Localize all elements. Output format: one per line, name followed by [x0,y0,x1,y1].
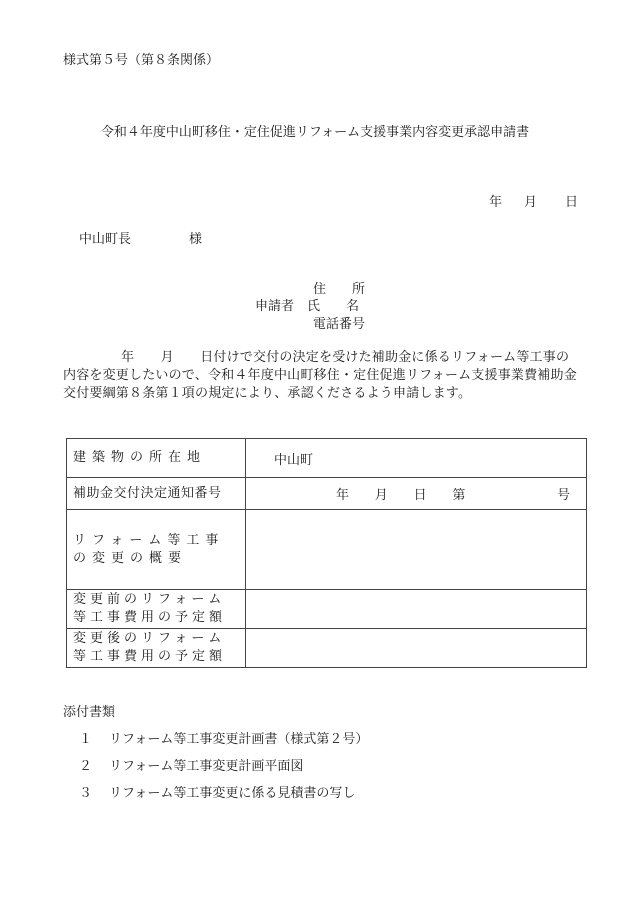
cost-after-label-line2: 等工事費用の予定額 [73,649,227,664]
application-table [66,438,587,668]
attachment-number: ２ [79,759,93,774]
change-summary-label-line2: の変更の概要 [73,550,188,566]
change-summary-label-line1: リフォーム等工事 [73,532,225,548]
name-label: 氏 名 [307,299,360,314]
notice-year-label: 年 [336,488,350,503]
statement-text: 年 月 日付けで交付の決定を受けた補助金に係るリフォーム等工事の内容を変更したいので、令和４年度中山町移住・定住促進リフォーム支援事業費補助金交付要綱第８条第１項の規定により、承認くださるよう申請します。 [63,350,577,401]
phone-label: 電話番号 [313,317,366,332]
list-item [79,760,303,773]
notice-go-label: 号 [556,488,570,503]
address-label: 住 所 [313,282,366,297]
building-location-label: 建築物の所在地 [67,439,246,478]
notice-number-blank [491,484,531,503]
attachment-number: ３ [79,786,93,801]
change-summary-value[interactable] [246,510,587,590]
notice-day-label: 日 [413,488,427,503]
attachment-text: リフォーム等工事変更に係る見積書の写し [109,786,356,801]
cost-after-value[interactable] [246,629,587,668]
date-day-label: 日 [564,195,578,210]
applicant-role-label: 申請者 [255,299,295,314]
cost-after-label-line1: 変更後のリフォーム [73,631,226,646]
cost-before-value[interactable] [246,590,587,629]
building-location-value[interactable]: 中山町 [246,439,587,478]
cost-after-label [67,629,246,668]
table-row [67,439,587,478]
notice-number-label: 補助金交付決定通知番号 [67,478,246,510]
table-row [67,510,587,590]
application-date [489,196,578,209]
addressee-name: 中山町長 [79,232,132,247]
attachment-number: １ [79,732,93,747]
list-item [79,787,355,800]
notice-dai-label: 第 [452,488,466,503]
application-statement [63,349,579,403]
notice-month-label: 月 [374,488,388,503]
cost-before-label-line1: 変更前のリフォーム [73,592,226,607]
notice-number-value[interactable] [246,478,587,510]
table-row [67,629,587,668]
table-row [67,590,587,629]
table-row [67,478,587,510]
attachments-heading: 添付書類 [63,705,116,720]
list-item [79,733,368,746]
date-year-label: 年 [488,195,502,210]
addressee [79,233,202,246]
addressee-honorific: 様 [189,232,203,247]
change-summary-label [67,510,246,590]
cost-before-label-line2: 等工事費用の予定額 [73,610,227,625]
form-number: 様式第５号（第８条関係） [63,53,220,68]
applicant-name-row [255,300,359,313]
document-title: 令和４年度中山町移住・定住促進リフォーム支援事業内容変更承認申請書 [100,125,530,140]
attachment-text: リフォーム等工事変更計画書（様式第２号） [109,732,369,747]
date-month-label: 月 [523,195,537,210]
attachment-text: リフォーム等工事変更計画平面図 [109,759,304,774]
cost-before-label [67,590,246,629]
